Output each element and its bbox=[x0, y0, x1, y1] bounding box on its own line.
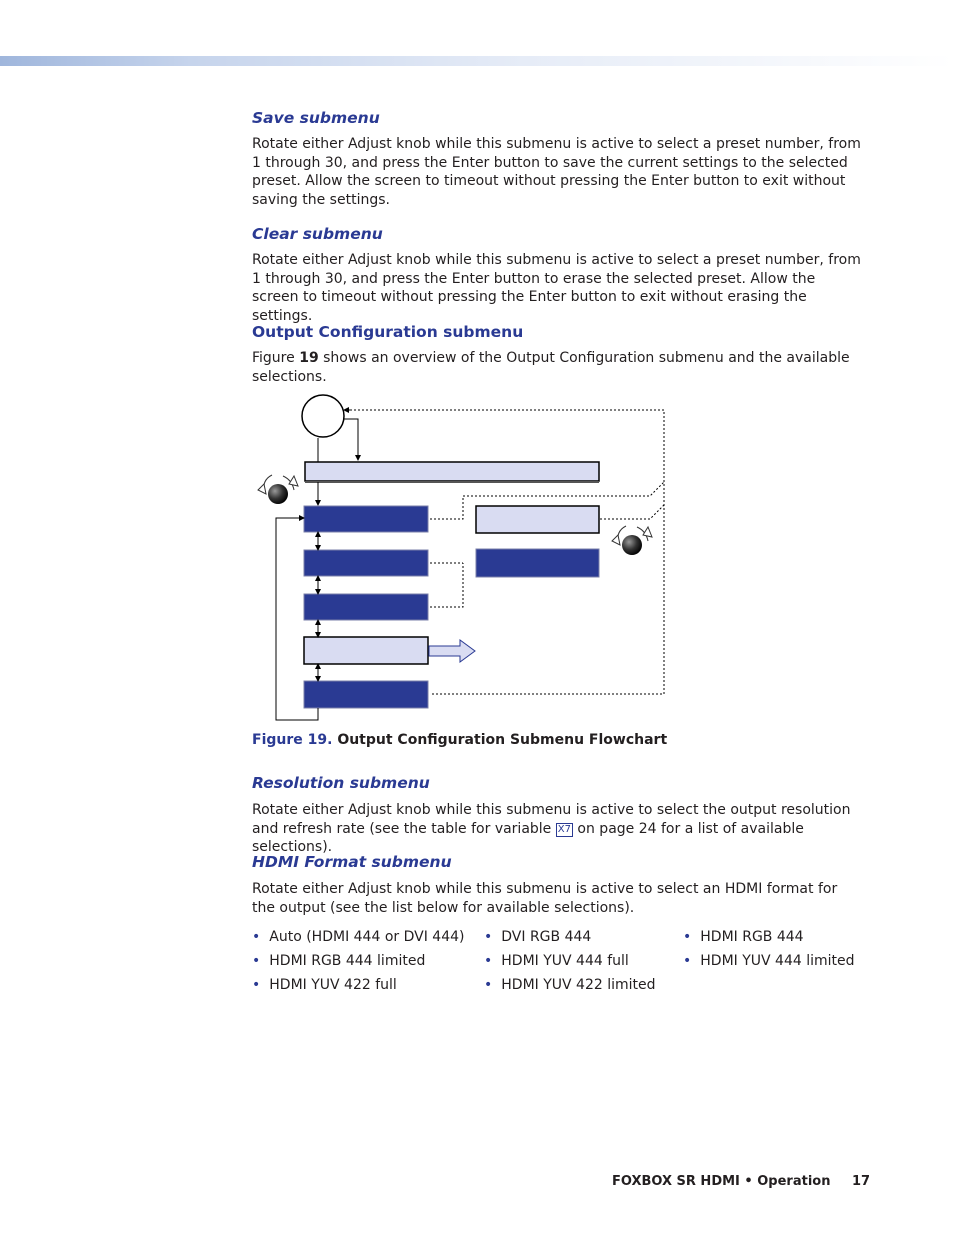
list-item: • DVI RGB 444 bbox=[484, 929, 592, 945]
submenu-arrow bbox=[429, 640, 475, 662]
submenu-box-1 bbox=[304, 506, 428, 532]
adjust-knob-left bbox=[258, 475, 298, 504]
list-item: • HDMI YUV 422 limited bbox=[484, 977, 656, 993]
output-config-flowchart bbox=[240, 388, 680, 724]
clear-submenu-heading: Clear submenu bbox=[252, 225, 383, 243]
option-box-light bbox=[476, 506, 599, 533]
output-config-menu-bar bbox=[305, 462, 599, 481]
list-item: • HDMI YUV 422 full bbox=[252, 977, 397, 993]
list-item: • HDMI YUV 444 limited bbox=[683, 953, 855, 969]
list-item: • HDMI RGB 444 limited bbox=[252, 953, 426, 969]
figure-reference[interactable]: 19 bbox=[299, 350, 319, 366]
figure-number: Figure 19. bbox=[252, 732, 333, 748]
hdmi-format-text: Rotate either Adjust knob while this submenu is active to select an HDMI format for the output (see the list below for available selections). bbox=[252, 881, 838, 916]
footer-title: FOXBOX SR HDMI • Operation bbox=[612, 1174, 831, 1189]
return-line bbox=[344, 419, 358, 460]
save-submenu-heading: Save submenu bbox=[252, 109, 380, 127]
list-item: • HDMI YUV 444 full bbox=[484, 953, 629, 969]
variable-x7-link[interactable]: X7 bbox=[557, 823, 571, 835]
submenu-box-3 bbox=[304, 594, 428, 620]
resolution-submenu-heading: Resolution submenu bbox=[252, 774, 430, 792]
list-item: • HDMI RGB 444 bbox=[683, 929, 804, 945]
figure-caption bbox=[252, 732, 667, 748]
list-item: • Auto (HDMI 444 or DVI 444) bbox=[252, 929, 465, 945]
output-config-text: Figure 19 shows an overview of the Output Configuration submenu and the available selections. bbox=[252, 350, 850, 385]
hdmi-format-options-list bbox=[252, 929, 872, 1009]
resolution-submenu-text: Rotate either Adjust knob while this submenu is active to select the output resolution and refresh rate (see the table for variable X7 on page 24 for a list of available selections). bbox=[252, 802, 851, 856]
adjust-knob-right bbox=[612, 526, 652, 555]
submenu-box-5 bbox=[304, 681, 428, 708]
page-number: 17 bbox=[852, 1174, 871, 1189]
output-config-heading: Output Configuration submenu bbox=[252, 323, 524, 341]
enter-button-circle bbox=[302, 395, 344, 437]
header-gradient-bar bbox=[0, 56, 954, 66]
clear-submenu-text: Rotate either Adjust knob while this submenu is active to select a preset number, from 1 through 30, and press the Enter button to erase the selected preset. Allow the screen to timeout without pressing the Enter button to exit without erasing the settings. bbox=[252, 252, 861, 324]
submenu-box-2 bbox=[304, 550, 428, 576]
figure-title: Output Configuration Submenu Flowchart bbox=[337, 732, 668, 748]
hdmi-format-heading: HDMI Format submenu bbox=[252, 853, 452, 871]
submenu-box-4-selected bbox=[304, 637, 428, 664]
save-submenu-text: Rotate either Adjust knob while this submenu is active to select a preset number, from 1 through 30, and press the Enter button to save the current settings to the selected preset. Allow the screen to timeout without pressing the Enter button to exit without saving the settings. bbox=[252, 136, 861, 208]
option-box-dark bbox=[476, 549, 599, 577]
